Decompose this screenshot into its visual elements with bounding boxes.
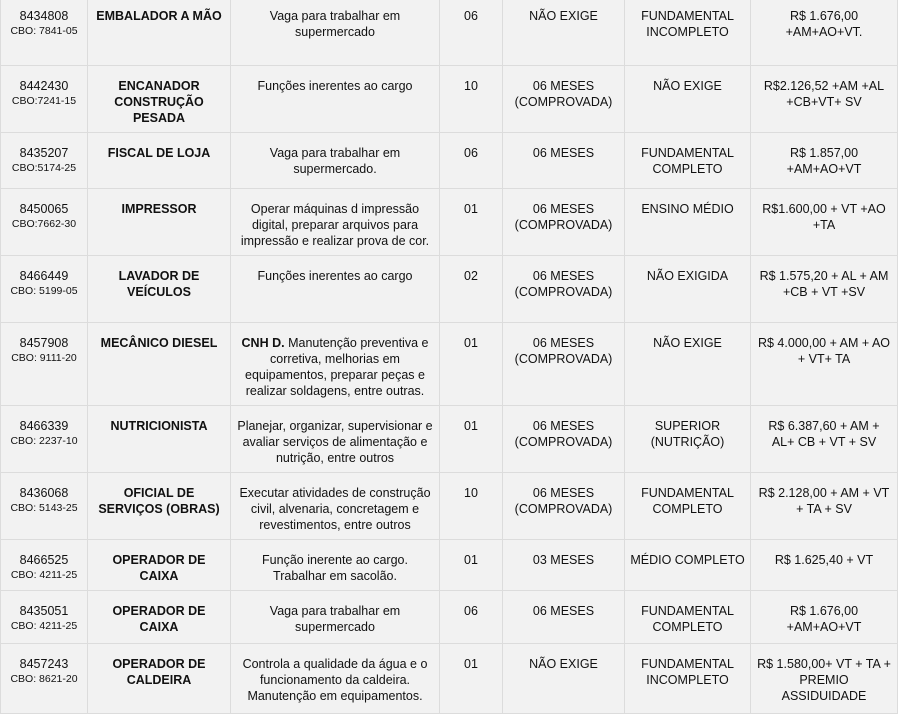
experience-requirement: 03 MESES (503, 540, 625, 591)
experience-requirement: NÃO EXIGE (503, 0, 625, 66)
job-title: ENCANADOR CONSTRUÇÃO PESADA (88, 66, 231, 133)
vacancy-code-cell (1, 473, 88, 540)
vacancy-code: 8466339 (19, 419, 69, 433)
job-description-cell (231, 406, 440, 473)
job-description: Vaga para trabalhar em supermercado (269, 604, 401, 634)
vacancy-code: 8457243 (19, 657, 69, 671)
education-requirement: FUNDAMENTAL INCOMPLETO (625, 644, 751, 714)
vacancy-code: 8450065 (19, 202, 69, 216)
job-description-cell (231, 591, 440, 644)
job-title: NUTRICIONISTA (88, 406, 231, 473)
education-requirement: FUNDAMENTAL INCOMPLETO (625, 0, 751, 66)
job-description-cell (231, 540, 440, 591)
education-requirement: FUNDAMENTAL COMPLETO (625, 473, 751, 540)
salary-benefits: R$1.600,00 + VT +AO +TA (751, 189, 898, 256)
vacancy-code: 8466449 (19, 269, 69, 283)
education-requirement: NÃO EXIGE (625, 66, 751, 133)
job-description-cell (231, 189, 440, 256)
salary-benefits: R$ 1.676,00 +AM+AO+VT. (751, 0, 898, 66)
job-title: OPERADOR DE CALDEIRA (88, 644, 231, 714)
education-requirement: FUNDAMENTAL COMPLETO (625, 133, 751, 189)
vacancy-quantity: 01 (440, 406, 503, 473)
job-description: Vaga para trabalhar em supermercado (269, 9, 401, 39)
vacancy-quantity: 01 (440, 644, 503, 714)
job-requirement-highlight: CNH D. (241, 336, 285, 350)
cbo-code: CBO: 4211-25 (10, 569, 78, 581)
job-title: OFICIAL DE SERVIÇOS (OBRAS) (88, 473, 231, 540)
vacancy-code-cell (1, 406, 88, 473)
vacancy-code-cell (1, 644, 88, 714)
job-description: Manutenção preventiva e corretiva, melhorias em equipamentos, preparar peças e realizar soldagens, entre outras. (245, 336, 429, 398)
job-description-cell (231, 473, 440, 540)
experience-requirement: 06 MESES (COMPROVADA) (503, 406, 625, 473)
salary-benefits: R$ 4.000,00 + AM + AO + VT+ TA (751, 323, 898, 406)
vacancy-code: 8435051 (19, 604, 69, 618)
cbo-code: CBO: 2237-10 (10, 435, 78, 447)
salary-benefits: R$ 1.676,00 +AM+AO+VT (751, 591, 898, 644)
cbo-code: CBO: 5199-05 (10, 285, 78, 297)
experience-requirement: 06 MESES (COMPROVADA) (503, 473, 625, 540)
job-title: LAVADOR DE VEÍCULOS (88, 256, 231, 323)
vacancy-quantity: 02 (440, 256, 503, 323)
vacancy-quantity: 06 (440, 133, 503, 189)
education-requirement: NÃO EXIGE (625, 323, 751, 406)
experience-requirement: 06 MESES (503, 133, 625, 189)
vacancy-code-cell (1, 591, 88, 644)
cbo-code: CBO: 4211-25 (10, 620, 78, 632)
cbo-code: CBO:5174-25 (11, 162, 77, 174)
experience-requirement: 06 MESES (COMPROVADA) (503, 189, 625, 256)
table-row (1, 189, 898, 256)
experience-requirement: 06 MESES (COMPROVADA) (503, 256, 625, 323)
cbo-code: CBO:7241-15 (11, 95, 77, 107)
table-row (1, 66, 898, 133)
table-row (1, 406, 898, 473)
salary-benefits: R$ 2.128,00 + AM + VT + TA + SV (751, 473, 898, 540)
vacancy-code-cell (1, 0, 88, 66)
cbo-code: CBO: 9111-20 (11, 352, 77, 364)
job-description-cell (231, 256, 440, 323)
job-description: Vaga para trabalhar em supermercado. (269, 146, 401, 176)
vacancy-quantity: 01 (440, 189, 503, 256)
job-title: FISCAL DE LOJA (88, 133, 231, 189)
cbo-code: CBO: 8621-20 (10, 673, 78, 685)
vacancy-code: 8457908 (19, 336, 69, 350)
vacancy-code-cell (1, 189, 88, 256)
job-description-cell (231, 133, 440, 189)
education-requirement: MÉDIO COMPLETO (625, 540, 751, 591)
vacancy-quantity: 06 (440, 591, 503, 644)
experience-requirement: NÃO EXIGE (503, 644, 625, 714)
vacancy-quantity: 01 (440, 323, 503, 406)
vacancy-code-cell (1, 323, 88, 406)
vacancy-code: 8442430 (19, 79, 69, 93)
vacancy-quantity: 06 (440, 0, 503, 66)
education-requirement: ENSINO MÉDIO (625, 189, 751, 256)
table-row (1, 473, 898, 540)
table-row (1, 540, 898, 591)
table-row (1, 0, 898, 66)
job-description-cell (231, 323, 440, 406)
table-row (1, 644, 898, 714)
education-requirement: FUNDAMENTAL COMPLETO (625, 591, 751, 644)
salary-benefits: R$ 6.387,60 + AM + AL+ CB + VT + SV (751, 406, 898, 473)
vacancy-code-cell (1, 256, 88, 323)
vacancy-quantity: 10 (440, 66, 503, 133)
salary-benefits: R$ 1.625,40 + VT (751, 540, 898, 591)
salary-benefits: R$ 1.857,00 +AM+AO+VT (751, 133, 898, 189)
vacancy-code: 8466525 (19, 553, 69, 567)
experience-requirement: 06 MESES (COMPROVADA) (503, 66, 625, 133)
salary-benefits: R$ 1.580,00+ VT + TA + PREMIO ASSIDUIDADE (751, 644, 898, 714)
cbo-code: CBO:7662-30 (11, 218, 77, 230)
vacancy-quantity: 10 (440, 473, 503, 540)
job-description: Operar máquinas d impressão digital, preparar arquivos para impressão e realizar prova de cor. (240, 202, 430, 248)
cbo-code: CBO: 5143-25 (10, 502, 78, 514)
experience-requirement: 06 MESES (503, 591, 625, 644)
salary-benefits: R$ 1.575,20 + AL + AM +CB + VT +SV (751, 256, 898, 323)
vacancy-code-cell (1, 66, 88, 133)
job-title: OPERADOR DE CAIXA (88, 540, 231, 591)
table-row (1, 256, 898, 323)
table-row (1, 591, 898, 644)
vacancy-code: 8434808 (19, 9, 69, 23)
job-description-cell (231, 66, 440, 133)
table-row (1, 323, 898, 406)
job-description-cell (231, 644, 440, 714)
job-description-cell (231, 0, 440, 66)
job-title: OPERADOR DE CAIXA (88, 591, 231, 644)
job-description: Funções inerentes ao cargo (257, 269, 413, 283)
education-requirement: NÃO EXIGIDA (625, 256, 751, 323)
cbo-code: CBO: 7841-05 (10, 25, 78, 37)
job-description: Função inerente ao cargo. Trabalhar em sacolão. (262, 553, 408, 583)
education-requirement: SUPERIOR (NUTRIÇÃO) (625, 406, 751, 473)
vacancy-code-cell (1, 540, 88, 591)
job-description: Controla a qualidade da água e o funcionamento da caldeira. Manutenção em equipamentos. (242, 657, 428, 703)
salary-benefits: R$2.126,52 +AM +AL +CB+VT+ SV (751, 66, 898, 133)
job-title: MECÂNICO DIESEL (88, 323, 231, 406)
job-description: Executar atividades de construção civil, alvenaria, concretagem e revestimentos, entre outros (239, 486, 431, 532)
job-description: Planejar, organizar, supervisionar e avaliar serviços de alimentação e nutrição, entre outros (237, 419, 433, 465)
vacancy-code-cell (1, 133, 88, 189)
experience-requirement: 06 MESES (COMPROVADA) (503, 323, 625, 406)
table-row (1, 133, 898, 189)
job-description: Funções inerentes ao cargo (257, 79, 413, 93)
vacancy-code: 8436068 (19, 486, 69, 500)
job-title: EMBALADOR A MÃO (88, 0, 231, 66)
job-title: IMPRESSOR (88, 189, 231, 256)
vacancy-quantity: 01 (440, 540, 503, 591)
vacancy-code: 8435207 (19, 146, 69, 160)
